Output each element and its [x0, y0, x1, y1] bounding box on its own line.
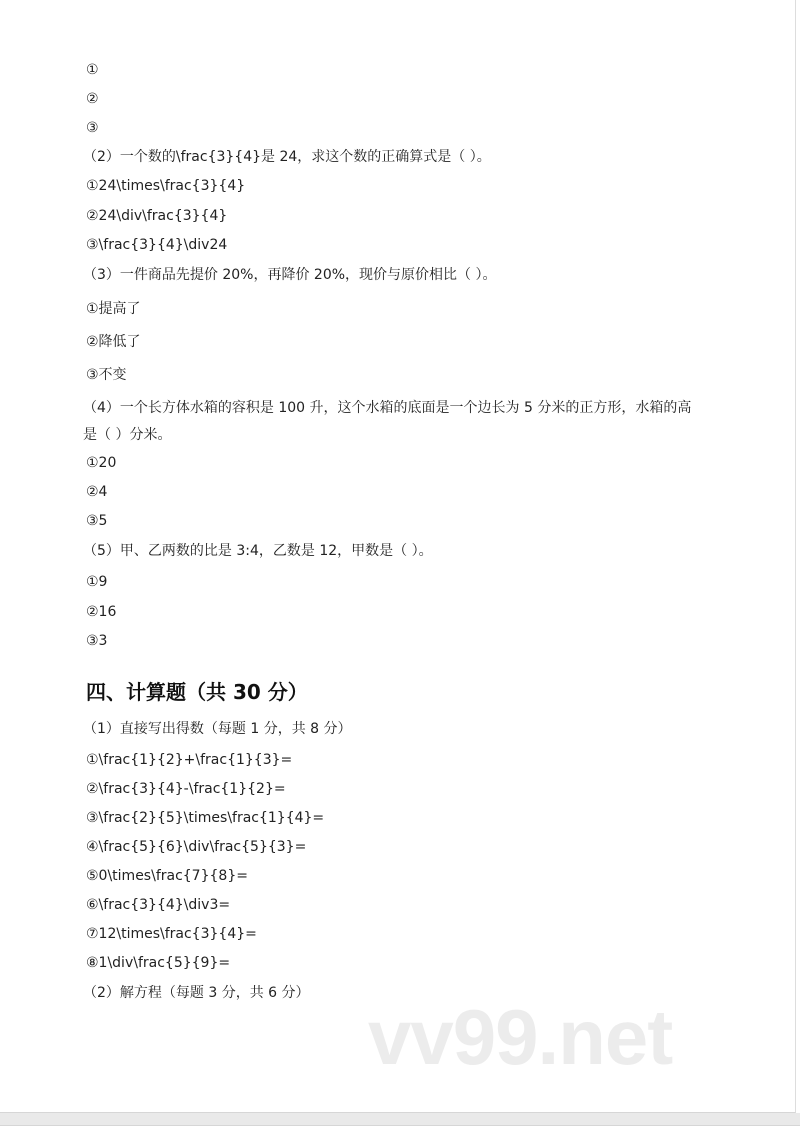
option-line: ②24\div\frac{3}{4} [86, 208, 228, 224]
section-heading: 四、计算题（共 30 分） [86, 680, 308, 704]
option-line: ③ [86, 120, 99, 136]
page-gap [0, 1113, 800, 1125]
calc-item: ⑤0\times\frac{7}{8}= [86, 868, 248, 884]
option-line: ① [86, 62, 99, 78]
calc-item: ②\frac{3}{4}-\frac{1}{2}= [86, 781, 286, 797]
option-line: ①9 [86, 574, 108, 590]
calc-item: ⑧1\div\frac{5}{9}= [86, 955, 231, 971]
option-line: ③不变 [86, 367, 127, 383]
next-page-edge [0, 1125, 800, 1138]
option-line: ③3 [86, 633, 108, 649]
option-line: ②4 [86, 484, 108, 500]
calc-item: ①\frac{1}{2}+\frac{1}{3}= [86, 752, 293, 768]
question-text: （5）甲、乙两数的比是 3:4，乙数是 12，甲数是（ ）。 [83, 543, 433, 559]
watermark: vv99.net [368, 993, 673, 1081]
subsection-title: （2）解方程（每题 3 分，共 6 分） [83, 985, 310, 1001]
option-line: ①20 [86, 455, 117, 471]
question-text: （3）一件商品先提价 20%，再降价 20%，现价与原价相比（ ）。 [83, 267, 497, 283]
option-line: ①24\times\frac{3}{4} [86, 178, 246, 194]
question-text: （2）一个数的\frac{3}{4}是 24，求这个数的正确算式是（ ）。 [83, 149, 491, 165]
option-line: ①提高了 [86, 301, 141, 317]
subsection-title: （1）直接写出得数（每题 1 分，共 8 分） [83, 721, 352, 737]
calc-item: ④\frac{5}{6}\div\frac{5}{3}= [86, 839, 307, 855]
option-line: ③5 [86, 513, 108, 529]
question-text: （4）一个长方体水箱的容积是 100 升，这个水箱的底面是一个边长为 5 分米的正方形，水箱的高是（ ）分米。 [83, 400, 692, 443]
option-line: ③\frac{3}{4}\div24 [86, 237, 228, 253]
calc-item: ③\frac{2}{5}\times\frac{1}{4}= [86, 810, 325, 826]
calc-item: ⑦12\times\frac{3}{4}= [86, 926, 257, 942]
calc-item: ⑥\frac{3}{4}\div3= [86, 897, 231, 913]
option-line: ②16 [86, 604, 117, 620]
option-line: ② [86, 91, 99, 107]
option-line: ②降低了 [86, 334, 141, 350]
